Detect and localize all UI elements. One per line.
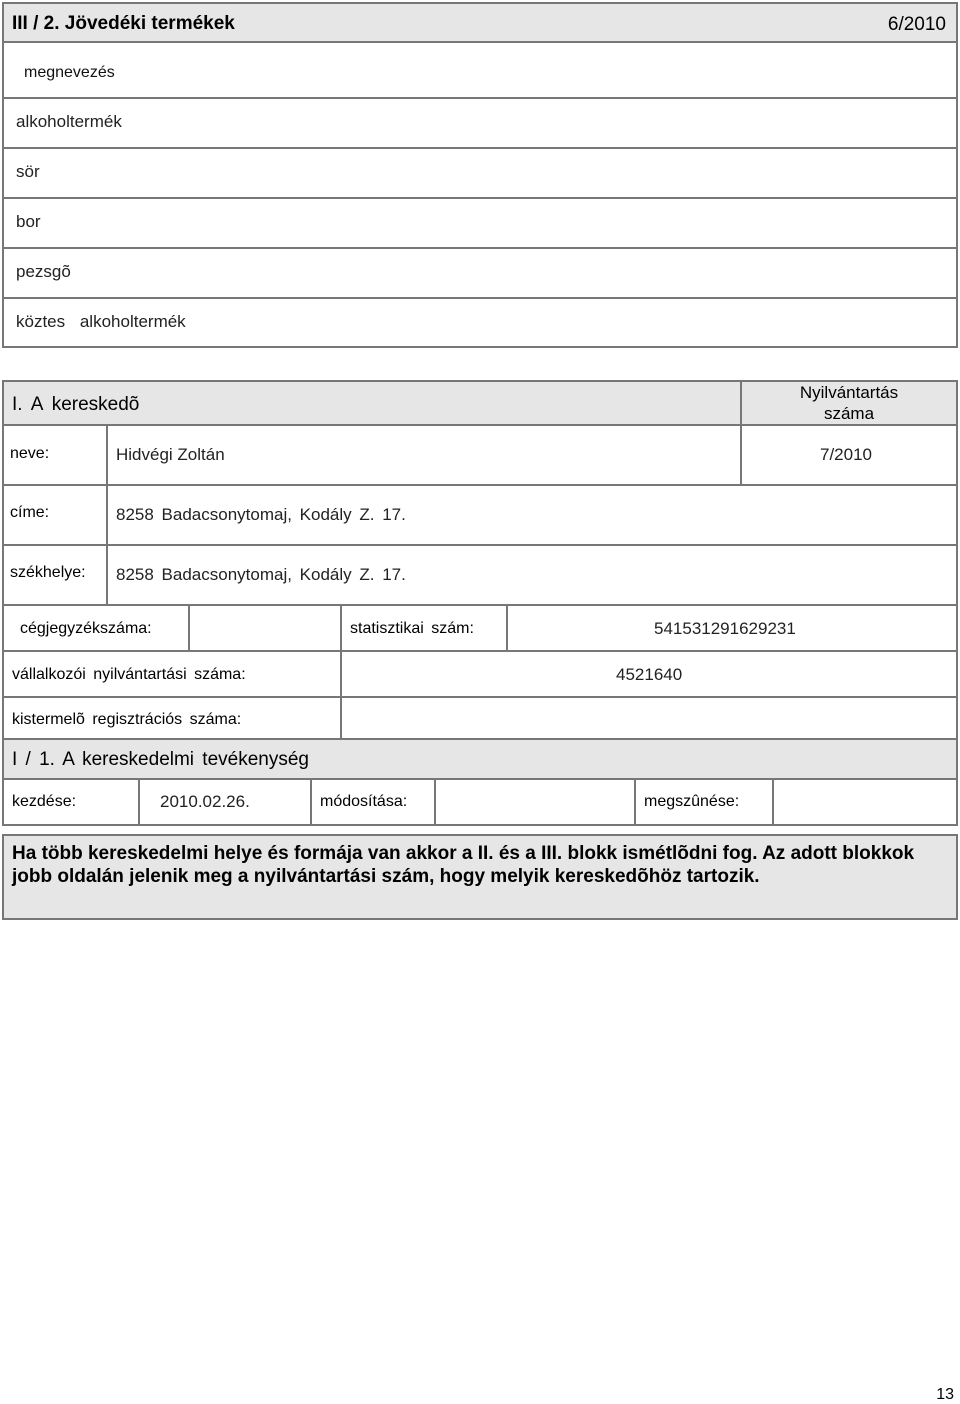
name-value: Hidvégi Zoltán <box>116 445 225 464</box>
seat-row <box>4 546 956 606</box>
seat-label: székhelye: <box>10 564 86 581</box>
note-text: Ha több kereskedelmi helye és formája van akkor a II. és a III. blokk ismétlõdni fog. Az adott blokkok jobb oldalán jelenik meg a nyilvántartási szám, hogy melyik kereskedõhöz tartozik. <box>12 843 915 887</box>
entrepreneur-row <box>4 652 956 698</box>
activity-row <box>4 780 956 824</box>
section-header <box>4 4 956 43</box>
entrepreneur-label: vállalkozói nyilvántartási száma: <box>12 666 246 683</box>
start-value: 2010.02.26. <box>160 792 250 811</box>
trader-title: I. A kereskedõ <box>12 394 140 415</box>
page-number: 13 <box>936 1386 954 1403</box>
product-item: bor <box>16 212 41 231</box>
entrepreneur-value: 4521640 <box>616 665 683 684</box>
modify-label: módosítása: <box>320 793 408 810</box>
small-producer-row <box>4 698 956 740</box>
address-value: 8258 Badacsonytomaj, Kodály Z. 17. <box>116 505 406 524</box>
registration-number-header: Nyilvántartás száma <box>799 383 899 423</box>
company-reg-label: cégjegyzékszáma: <box>20 620 152 637</box>
small-producer-label: kistermelõ regisztrációs száma: <box>12 711 242 728</box>
product-item: köztes alkoholtermék <box>16 312 186 331</box>
seat-value: 8258 Badacsonytomaj, Kodály Z. 17. <box>116 565 406 584</box>
product-item: sör <box>16 162 40 181</box>
stat-value: 541531291629231 <box>654 619 796 638</box>
note-box <box>2 834 958 920</box>
stat-label: statisztikai szám: <box>350 620 474 637</box>
record-number: 6/2010 <box>887 14 946 35</box>
address-row <box>4 486 956 546</box>
product-item: alkoholtermék <box>16 112 122 131</box>
excise-products-section <box>2 2 958 348</box>
activity-header <box>4 740 956 780</box>
end-label: megszûnése: <box>644 793 740 810</box>
trader-section <box>2 380 958 826</box>
column-header-name: megnevezés <box>24 64 115 81</box>
name-label: neve: <box>10 445 50 462</box>
product-item: pezsgõ <box>16 262 71 281</box>
name-row <box>4 426 956 486</box>
address-label: címe: <box>10 504 50 521</box>
company-reg-row <box>4 606 956 652</box>
activity-title: I / 1. A kereskedelmi tevékenység <box>12 749 309 770</box>
section-title: III / 2. Jövedéki termékek <box>12 13 235 34</box>
start-label: kezdése: <box>12 793 77 810</box>
registration-number-value: 7/2010 <box>820 445 872 464</box>
trader-header <box>4 382 956 426</box>
